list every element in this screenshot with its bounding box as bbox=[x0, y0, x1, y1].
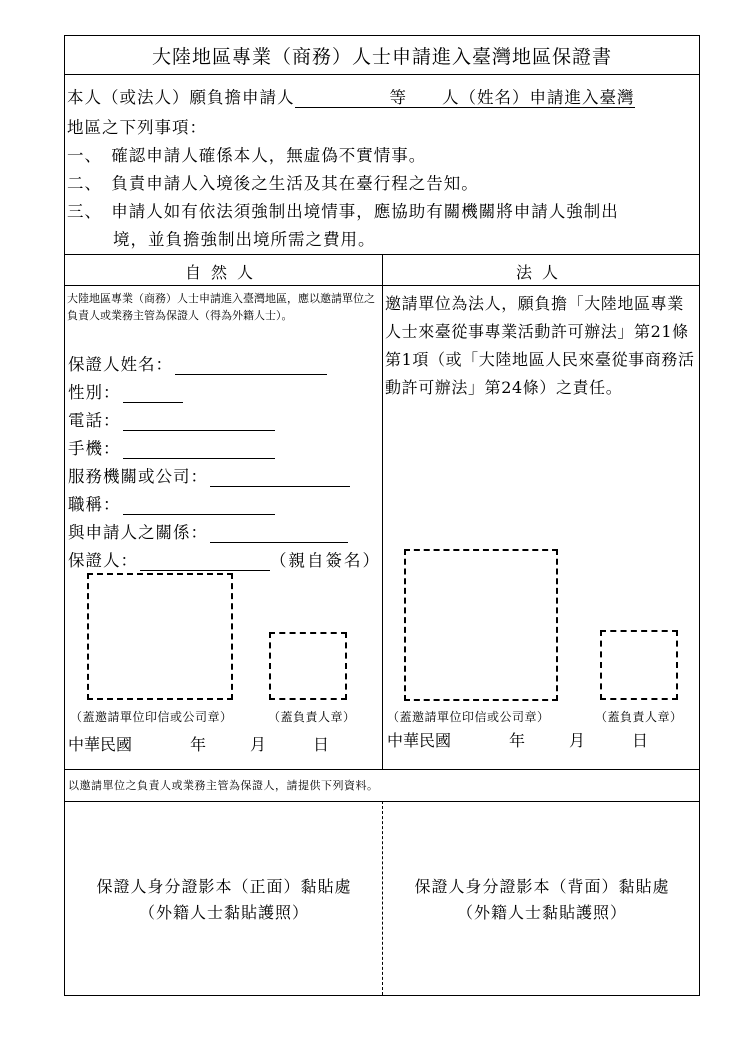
id-back-label: 保證人身分證影本（背面）黏貼處 bbox=[414, 877, 670, 896]
date-year: 年 bbox=[190, 735, 207, 754]
intro-line-1 bbox=[67, 84, 697, 108]
bottom-note: 以邀請單位之負責人或業務主管為保證人，請提供下列資料。 bbox=[68, 779, 379, 792]
relation-field bbox=[68, 519, 348, 543]
gender-input[interactable] bbox=[123, 384, 183, 403]
responsible-person-seal-box[interactable] bbox=[269, 632, 347, 700]
legal-person-statement: 邀請單位為法人，願負擔「大陸地區專業人士來臺從事專業活動許可辦法」第21條第1項（或「大陸地區人民來臺從事商務活動許可辦法」第24條）之責任。 bbox=[385, 294, 695, 397]
date-day: 日 bbox=[632, 731, 649, 750]
company-seal-box[interactable] bbox=[87, 573, 233, 700]
date-era: 中華民國 bbox=[68, 735, 133, 754]
signature-note: （親自簽名） bbox=[270, 551, 381, 570]
signature-field bbox=[68, 547, 381, 571]
phone-field bbox=[68, 407, 275, 431]
org-input[interactable] bbox=[210, 468, 350, 487]
company-seal-caption: （蓋邀請單位印信或公司章） bbox=[387, 710, 550, 724]
job-title-label: 職稱： bbox=[68, 495, 121, 514]
date-year: 年 bbox=[509, 731, 526, 750]
intro-item-1: 一、 確認申請人確係本人，無虛偽不實情事。 bbox=[67, 146, 427, 165]
date-day: 日 bbox=[313, 735, 330, 754]
natural-person-header: 自然人 bbox=[184, 263, 263, 282]
id-front-paste-area[interactable] bbox=[65, 874, 383, 926]
natural-person-note: 大陸地區專業（商務）人士申請進入臺灣地區，應以邀請單位之負責人或業務主管為保證人（得為外籍人士）。 bbox=[67, 292, 375, 322]
gender-field bbox=[68, 379, 183, 403]
company-seal-box[interactable] bbox=[404, 549, 558, 701]
date-era: 中華民國 bbox=[387, 731, 452, 750]
company-seal-caption: （蓋邀請單位印信或公司章） bbox=[70, 710, 233, 724]
form-title: 大陸地區專業（商務）人士申請進入臺灣地區保證書 bbox=[151, 46, 612, 68]
job-title-input[interactable] bbox=[123, 496, 275, 515]
guarantee-form bbox=[64, 35, 700, 996]
mobile-field bbox=[68, 435, 275, 459]
intro-item-2: 二、 負責申請人入境後之生活及其在臺行程之告知。 bbox=[67, 174, 479, 193]
phone-label: 電話： bbox=[68, 411, 121, 430]
relation-input[interactable] bbox=[210, 524, 348, 543]
date-month: 月 bbox=[569, 731, 586, 750]
person-seal-caption: （蓋負責人章） bbox=[595, 710, 683, 724]
phone-input[interactable] bbox=[123, 412, 275, 431]
job-title-field bbox=[68, 491, 275, 515]
intro-item-3: 三、 申請人如有依法須強制出境情事，應協助有關機關將申請人強制出 bbox=[67, 202, 619, 221]
divider bbox=[65, 74, 699, 75]
guarantor-name-input[interactable] bbox=[175, 356, 327, 375]
org-label: 服務機關或公司： bbox=[68, 467, 208, 486]
guarantor-name-label: 保證人姓名： bbox=[68, 355, 173, 374]
org-field bbox=[68, 463, 350, 487]
divider bbox=[65, 769, 699, 770]
intro-text-a: 本人（或法人）願負擔申請人 bbox=[67, 88, 295, 107]
right-date bbox=[387, 728, 697, 750]
responsible-person-seal-box[interactable] bbox=[600, 630, 678, 700]
applicant-name-blank[interactable] bbox=[295, 89, 390, 108]
gender-label: 性別： bbox=[68, 383, 121, 402]
id-front-label: 保證人身分證影本（正面）黏貼處 bbox=[96, 877, 352, 896]
intro-text-b: 等 人（姓名）申請進入臺灣 bbox=[389, 88, 635, 107]
mobile-label: 手機： bbox=[68, 439, 121, 458]
signature-input[interactable] bbox=[140, 552, 270, 571]
column-divider bbox=[382, 254, 383, 769]
left-date bbox=[68, 732, 378, 754]
date-month: 月 bbox=[250, 735, 267, 754]
signature-label: 保證人： bbox=[68, 551, 138, 570]
relation-label: 與申請人之關係： bbox=[68, 523, 208, 542]
mobile-input[interactable] bbox=[123, 440, 275, 459]
person-seal-caption: （蓋負責人章） bbox=[268, 710, 356, 724]
id-back-sublabel: （外籍人士黏貼護照） bbox=[456, 903, 627, 922]
legal-person-header: 法人 bbox=[515, 263, 568, 282]
guarantor-name-field bbox=[68, 351, 327, 375]
id-back-paste-area[interactable] bbox=[383, 874, 701, 926]
intro-item-3-cont: 境，並負擔強制出境所需之費用。 bbox=[113, 230, 376, 249]
intro-line-2: 地區之下列事項： bbox=[67, 118, 207, 137]
id-front-sublabel: （外籍人士黏貼護照） bbox=[138, 903, 309, 922]
